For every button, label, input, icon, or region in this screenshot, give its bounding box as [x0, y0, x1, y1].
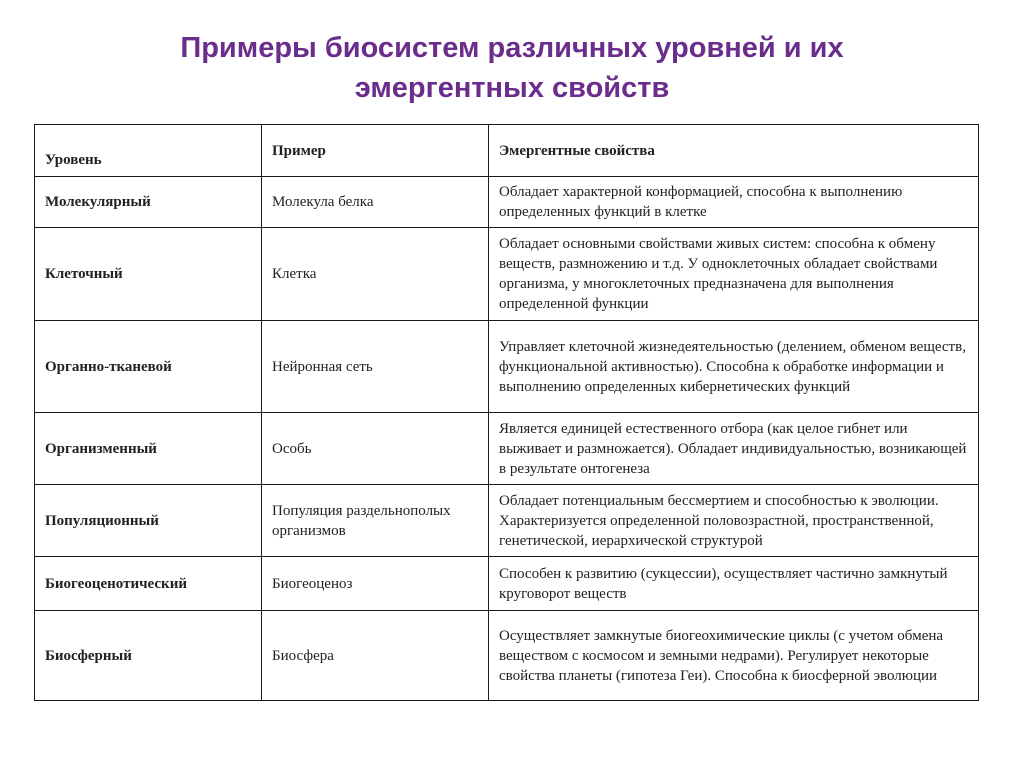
level-cell: Биогеоценотический: [35, 557, 262, 611]
slide-title-line-1: Примеры биосистем различных уровней и их: [180, 32, 844, 64]
properties-cell: Способен к развитию (сукцессии), осуществляет частично замкнутый круговорот веществ: [489, 557, 979, 611]
header-level: Уровень: [35, 125, 262, 177]
properties-cell: Управляет клеточной жизнедеятельностью (делением, обменом веществ, функциональной активностью). Способна к обработке информации и выполнению определенных кибернетических функций: [489, 321, 979, 413]
level-cell: Популяционный: [35, 485, 262, 557]
example-cell: Молекула белка: [262, 177, 489, 228]
properties-cell: Осуществляет замкнутые биогеохимические циклы (с учетом обмена веществом с космосом и земными недрами). Регулирует некоторые свойства планеты (гипотеза Геи). Способна к биосферной эволюции: [489, 611, 979, 701]
table-row: [35, 485, 979, 557]
table-row: [35, 557, 979, 611]
properties-cell: Является единицей естественного отбора (как целое гибнет или выживает и размножается). Обладает индивидуальностью, возникающей в результате онтогенеза: [489, 413, 979, 485]
table-row: [35, 413, 979, 485]
biosystems-table: [34, 124, 979, 701]
level-cell: Органно-тканевой: [35, 321, 262, 413]
level-cell: Биосферный: [35, 611, 262, 701]
example-cell: Особь: [262, 413, 489, 485]
properties-cell: Обладает основными свойствами живых систем: способна к обмену веществ, размножению и т.д. У одноклеточных обладает свойствами организма, у многоклеточных предназначена для выполнения определенной функции: [489, 228, 979, 321]
slide-title-line-2: эмергентных свойств: [354, 72, 670, 104]
slide-title: [0, 28, 1024, 108]
table-row: [35, 611, 979, 701]
properties-cell: Обладает характерной конформацией, способна к выполнению определенных функций в клетке: [489, 177, 979, 228]
example-cell: Биогеоценоз: [262, 557, 489, 611]
header-example: Пример: [262, 125, 489, 177]
example-cell: Клетка: [262, 228, 489, 321]
properties-cell: Обладает потенциальным бессмертием и способностью к эволюции. Характеризуется определенной половозрастной, пространственной, генетической, иерархической структурой: [489, 485, 979, 557]
level-cell: Организменный: [35, 413, 262, 485]
example-cell: Популяция раздельнополых организмов: [262, 485, 489, 557]
example-cell: Биосфера: [262, 611, 489, 701]
table-row: [35, 321, 979, 413]
level-cell: Молекулярный: [35, 177, 262, 228]
table-row: [35, 177, 979, 228]
level-cell: Клеточный: [35, 228, 262, 321]
table-header-row: [35, 125, 979, 177]
table-row: [35, 228, 979, 321]
example-cell: Нейронная сеть: [262, 321, 489, 413]
header-properties: Эмергентные свойства: [489, 125, 979, 177]
